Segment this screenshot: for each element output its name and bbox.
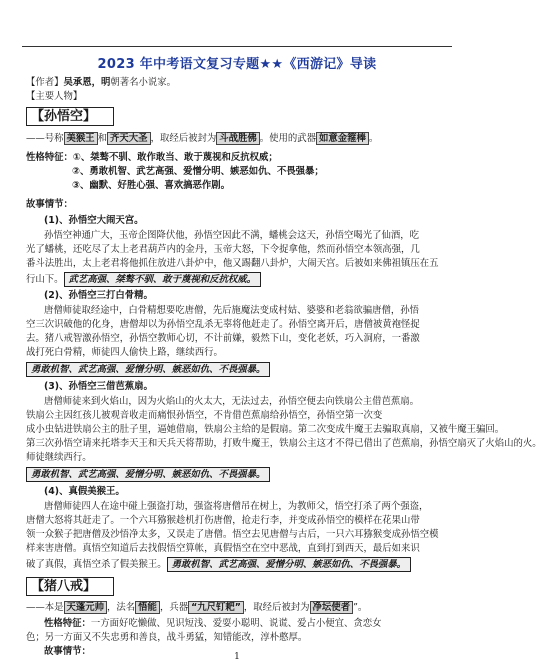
zhu-traits-2: 色；另一方面又不失忠勇和善良，战斗勇猛，知错能改，淳朴憨厚。: [26, 632, 308, 643]
zhu-dharma-name: 悟能: [135, 601, 160, 614]
zhu-weapon: “九尺钉耙”: [188, 601, 244, 614]
story-4-line: 样来害唐僧。真悟空知道后去找假悟空算帐，真假悟空在空中恶战，直到打到西天，最后如来识: [26, 543, 420, 554]
sun-trait-3: [26, 179, 448, 192]
header-rule: [22, 46, 452, 47]
zhu-intro-text: ，兵器: [159, 602, 189, 613]
sun-intro-text: ，取经后被封为: [150, 133, 217, 144]
story-2-line: 唐僧师徒取经途中，白骨精想要吃唐僧，先后施魔法变成村姑、婆婆和老翁欲骗唐僧，孙悟: [44, 305, 420, 316]
story-1-line: 番斗法胜出，太上老君将他抓住放进八卦炉中，他又踢翻八卦炉，大闹天宫。后被如来佛祖镇压在五: [26, 258, 439, 269]
story-3-line: 唐僧师徒来到火焰山，因为火焰山的火太大，无法过去，孙悟空便去向铁扇公主借芭蕉扇。: [44, 396, 420, 407]
story-2-box-line: [26, 362, 448, 377]
zhu-intro-text: ，取经后被封为: [243, 602, 310, 613]
sun-weapon: 如意金箍棒: [316, 132, 369, 145]
page-title: 2023 年中考语文复习专题★★《西游记》导读: [97, 57, 377, 72]
author-line: [26, 76, 448, 89]
zhu-traits: [26, 617, 448, 630]
trait-text: ①、桀骜不驯、敢作敢当、敢于蔑视和反抗权威；: [72, 152, 278, 163]
story-4-line: 唐僧大怒将其赶走了。一个六耳猕猴趁机打伤唐僧，抢走行李，并变成孙悟空的模样在花果山带: [26, 515, 420, 526]
section-heading-zhu: 【猪八戒】: [26, 577, 114, 596]
author-label: 【作者】: [26, 77, 64, 88]
sun-intro-text: 。使用的武器: [259, 133, 316, 144]
story-2-trait-box: 勇敢机智、武艺高强、爱憎分明、嫉恶如仇、不畏强暴。: [26, 362, 270, 377]
sun-buddha-title: 斗战胜佛: [216, 132, 260, 145]
trait-text: ③、幽默、好胜心强、喜欢搞恶作剧。: [72, 180, 230, 191]
story-2-line: 去。猪八戒智激孙悟空，孙悟空教师心切，不计前嫌，毅然下山，变化老妖，巧入洞府，一番激: [26, 333, 420, 344]
story-3-box-line: [26, 467, 448, 482]
traits-label: 性格特征：: [44, 618, 91, 629]
story-3-line: 铁扇公主因红孩儿被观音收走而痛恨孙悟空，不肯借芭蕉扇给孙悟空，孙悟空第一次变: [26, 410, 383, 421]
story-4-last: [26, 557, 448, 572]
story-label: 故事情节：: [26, 199, 73, 210]
story-4-line: 唐僧师徒四人在途中碰上强盗打劫，强盗将唐僧吊在树上，为教师父，悟空打杀了两个强盗，: [44, 501, 429, 512]
story-1-last: [26, 272, 448, 287]
zhu-intro-text: ”。: [353, 602, 368, 613]
story-2-line: 空三次识破他的化身，唐僧却以为孙悟空乱杀无辜将他赶走了。孙悟空离开后，唐僧被黄袍怪捉: [26, 319, 420, 330]
section-heading-sun: 【孙悟空】: [26, 107, 114, 126]
story-1-text: 行山下。: [26, 274, 64, 285]
zhu-intro-text: ——本是: [26, 602, 64, 613]
sun-intro-text: ——号称: [26, 133, 64, 144]
story-4-line: 领一众猴子把唐僧及沙悟净太多，又误走了唐僧。悟空去见唐僧与古后，一只六耳猕猴变成孙悟空模: [26, 529, 439, 540]
sun-intro: [26, 132, 448, 145]
characters-label: 【主要人物】: [26, 91, 83, 102]
zhu-buddha-title: 净坛使者: [310, 601, 354, 614]
author-name: 吴承恩，: [63, 77, 102, 88]
traits-label: 性格特征：: [26, 152, 73, 163]
story-4-trait-box: 勇敢机智、武艺高强、爱憎分明、嫉恶如仇、不畏强暴。: [167, 557, 411, 572]
story-1-trait-box: 武艺高强、桀骜不驯、敢于蔑视和反抗权威。: [64, 272, 262, 287]
sun-intro-text: 。: [368, 133, 379, 144]
story-3-line: 成小虫钻进铁扇公主的肚子里，逼她借扇，铁扇公主给的是假扇。第二次变成牛魔王去骗取真扇，又被牛魔王骗回。: [26, 424, 505, 435]
zhu-intro: [26, 601, 448, 614]
sun-alias-2: 齐天大圣: [107, 132, 151, 145]
story-3-title: (3)、孙悟空三借芭蕉扇。: [44, 381, 153, 392]
zhu-trait-text: 一方面好吃懒做、见识短浅、爱耍小聪明、说谎、爱占小便宜、贪恋女: [90, 618, 382, 629]
sun-trait-1: [26, 151, 448, 164]
story-1-line: 光了蟠桃，还吃尽了太上老君葫芦内的金丹，玉帝大怒，下令捉拿他，然而孙悟空本领高强，几: [26, 244, 420, 255]
story-4-text: 破了真假，真悟空杀了假美猴王。: [26, 559, 167, 570]
author-desc: 朝著名小说家。: [110, 77, 177, 88]
author-dynasty: 明: [101, 77, 111, 88]
story-2-title: (2)、孙悟空三打白骨精。: [44, 290, 153, 301]
story-1-line: 孙悟空神通广大，玉帝企图降伏他，孙悟空因此不满，蟠桃会这天，孙悟空喝光了仙酒，吃: [44, 230, 420, 241]
page-number: 1: [234, 652, 240, 662]
story-3-trait-box: 勇敢机智、武艺高强、爱憎分明、嫉恶如仇、不畏强暴。: [26, 467, 270, 482]
sun-trait-2: [26, 165, 448, 178]
story-3-line: 师徒继续西行。: [26, 452, 92, 463]
story-1-title: (1)、孙悟空大闹天宫。: [44, 215, 144, 226]
sun-intro-text: 和: [97, 133, 108, 144]
zhu-intro-text: ，法名: [107, 602, 136, 613]
story-2-line: 战打死白骨精，师徒四人偷快上路，继续西行。: [26, 347, 223, 358]
story-4-title: (4)、真假美猴王。: [44, 486, 125, 497]
zhu-story-label: 故事情节：: [44, 646, 91, 657]
story-3-line: 第三次孙悟空请来托塔李天王和天兵天将帮助，打败牛魔王，铁扇公主这才不得已借出了芭蕉扇，孙悟空扇灭了火焰山的火。: [26, 438, 542, 449]
sun-alias-1: 美猴王: [64, 132, 98, 145]
zhu-orig-title: 天蓬元帅: [64, 601, 108, 614]
trait-text: ②、勇敢机智、武艺高强、爱憎分明、嫉恶如仇、不畏强暴；: [72, 166, 324, 177]
